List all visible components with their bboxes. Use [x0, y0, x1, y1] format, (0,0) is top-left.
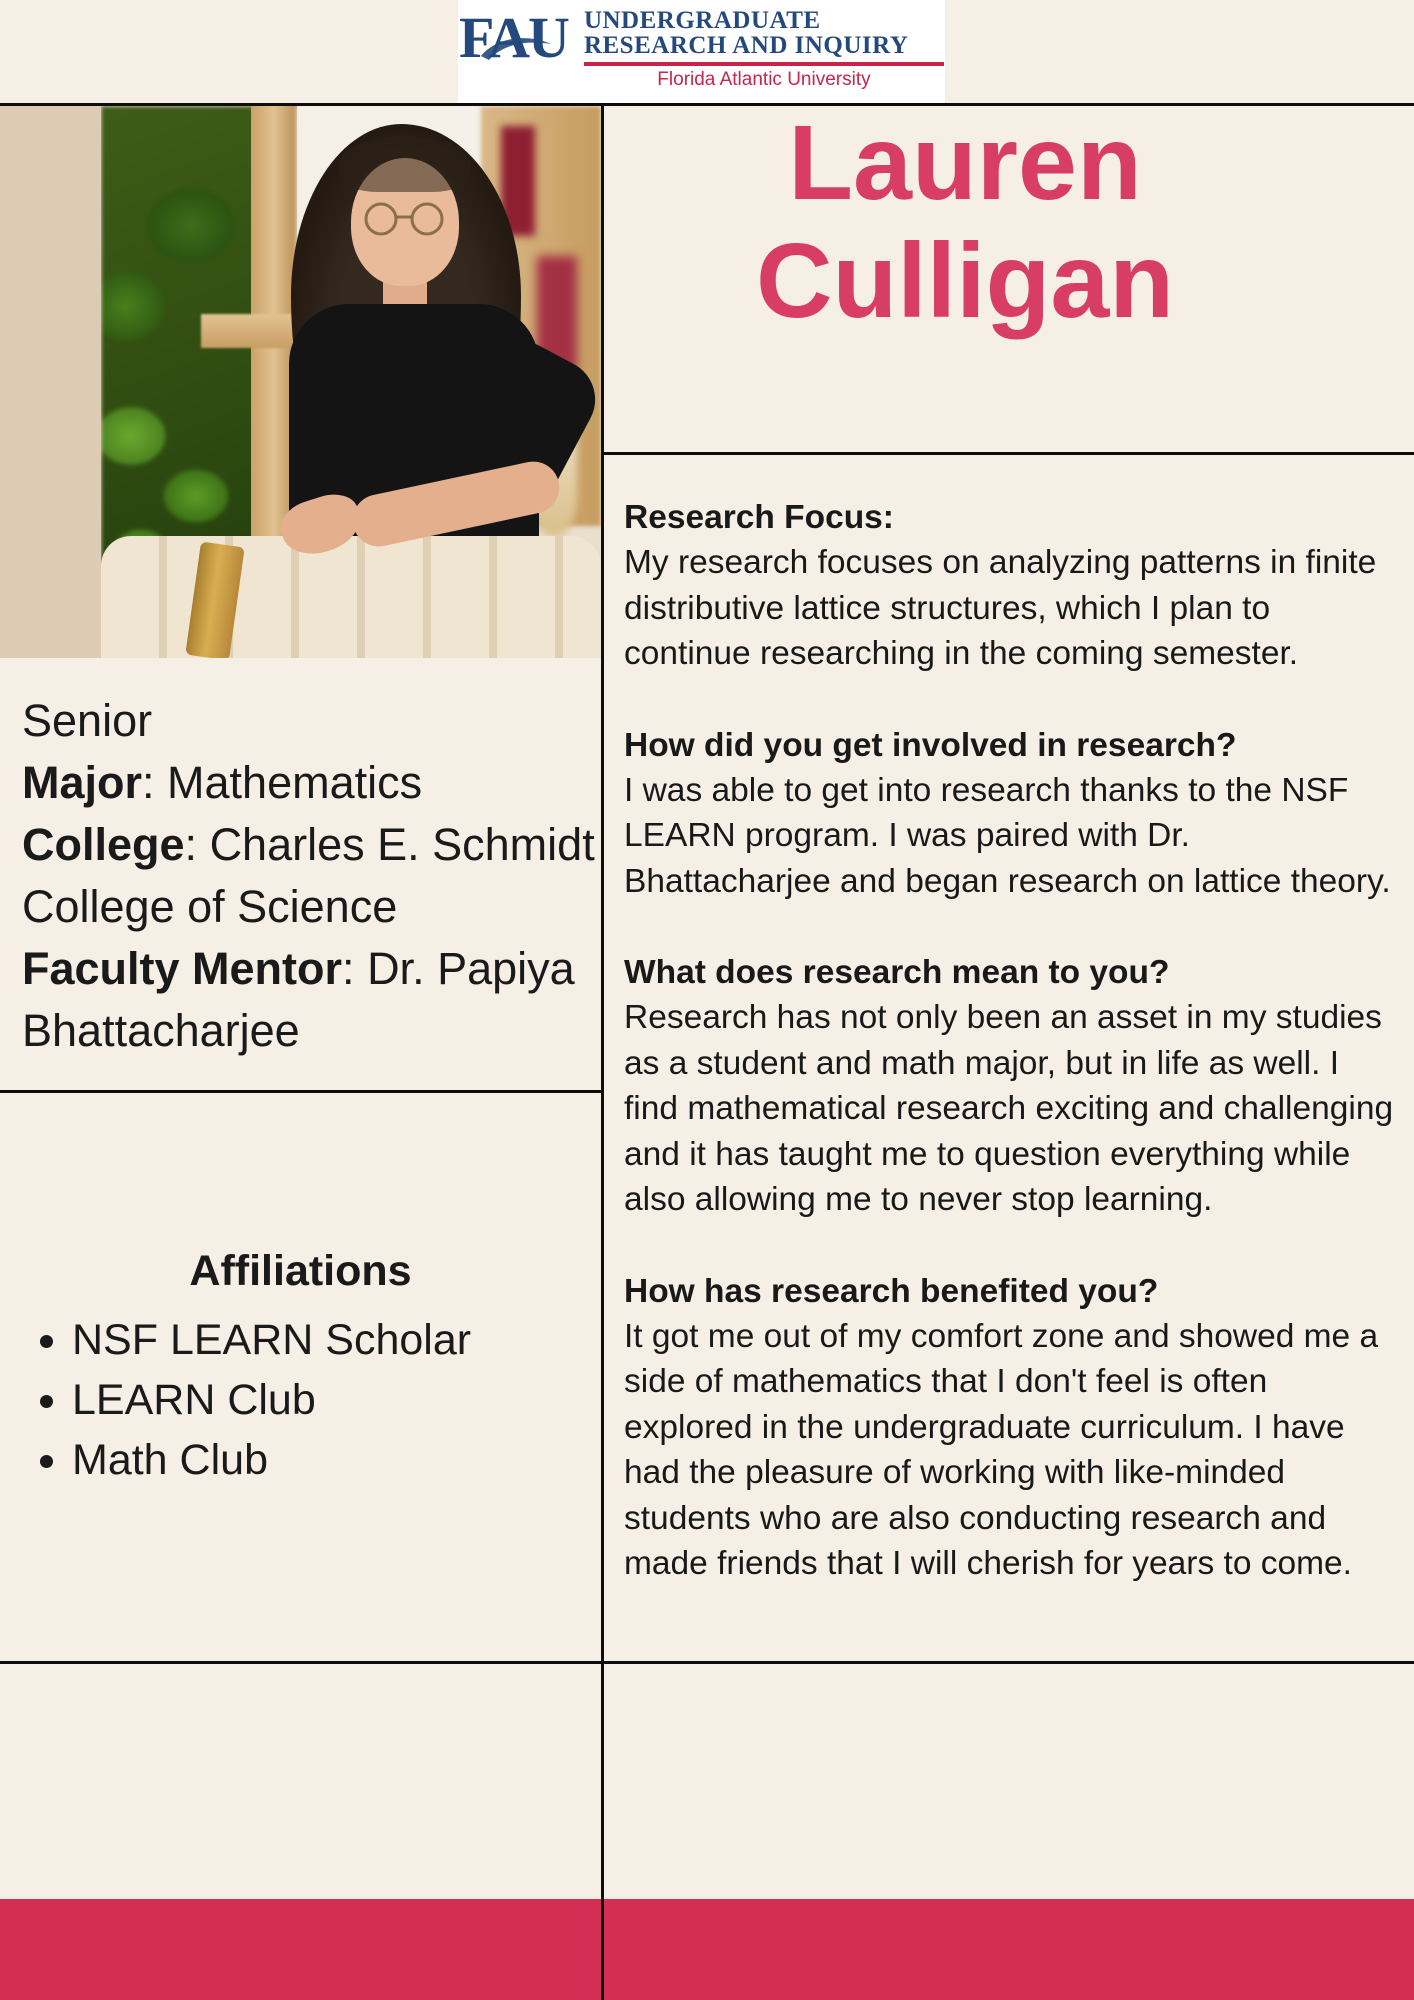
- qa-question: How did you get involved in research?: [624, 726, 1237, 764]
- student-name-title: Lauren Culligan: [755, 104, 1175, 340]
- affiliation-item: • NSF LEARN Scholar: [72, 1310, 601, 1370]
- qa-question: Research Focus:: [624, 499, 894, 536]
- logo-line-1: UNDERGRADUATE: [583, 7, 821, 34]
- info-row-college: College: Charles E. Schmidt College of Science: [22, 819, 595, 932]
- student-photo: [101, 106, 601, 658]
- left-divider-line: [0, 1090, 601, 1093]
- fau-swoosh-icon: [477, 34, 555, 64]
- student-info-block: [0, 690, 601, 1062]
- qa-section-benefit: [624, 1269, 1394, 1587]
- info-row-major: Major: Mathematics: [22, 757, 423, 808]
- qa-answer: I was able to get into research thanks to the NSF LEARN program. I was paired with Dr. Bhattacharjee and began research on lattice theory.: [624, 771, 1391, 900]
- affiliations-block: [0, 1248, 601, 1490]
- qa-answer: It got me out of my comfort zone and showed me a side of mathematics that I don't feel is often explored in the undergraduate curriculum. I have had the pleasure of working with like-minded students who are also conducting research and made friends that I will cherish for years to come.: [624, 1317, 1379, 1582]
- vertical-divider-line: [601, 103, 604, 2000]
- left-accent-strip: [0, 106, 101, 658]
- photo-person-bangs: [339, 136, 471, 192]
- affiliations-list: [0, 1310, 601, 1490]
- logo-university-name: Florida Atlantic University: [657, 69, 871, 90]
- qa-section-research-focus: [624, 495, 1394, 677]
- photo-person-glasses: [359, 202, 451, 236]
- title-divider-line: [601, 452, 1414, 455]
- affiliation-item: • LEARN Club: [72, 1370, 601, 1430]
- info-row-year: Senior: [22, 695, 153, 746]
- logo-line-2: RESEARCH AND INQUIRY: [583, 32, 909, 59]
- affiliation-item: • Math Club: [72, 1430, 601, 1490]
- logo-red-rule: [584, 62, 944, 66]
- info-row-mentor: Faculty Mentor: Dr. Papiya Bhattacharjee: [22, 943, 575, 1056]
- qa-answer: Research has not only been an asset in my studies as a student and math major, but in life as well. I find mathematical research exciting and challenging and it has taught me to question everything while also allowing me to never stop learning.: [624, 999, 1394, 1218]
- qa-question: How has research benefited you?: [624, 1272, 1159, 1310]
- qa-section-involved: [624, 723, 1394, 905]
- fau-logo: [458, 0, 945, 103]
- qa-section-meaning: [624, 950, 1394, 1223]
- bottom-divider-line: [0, 1661, 1414, 1664]
- fau-logo-text: FAU: [459, 5, 568, 70]
- affiliations-heading: Affiliations: [189, 1247, 412, 1295]
- bottom-accent-bar: [0, 1899, 1414, 2000]
- qa-column: [604, 469, 1414, 1633]
- fau-logo-mark: [459, 5, 572, 70]
- qa-question: What does research mean to you?: [624, 954, 1170, 991]
- logo-text-block: [584, 8, 944, 91]
- qa-answer: My research focuses on analyzing patterns in finite distributive lattice structures, which I plan to continue researching in the coming semester.: [624, 544, 1377, 672]
- header-band: [0, 0, 1414, 103]
- photo-couch: [101, 536, 601, 658]
